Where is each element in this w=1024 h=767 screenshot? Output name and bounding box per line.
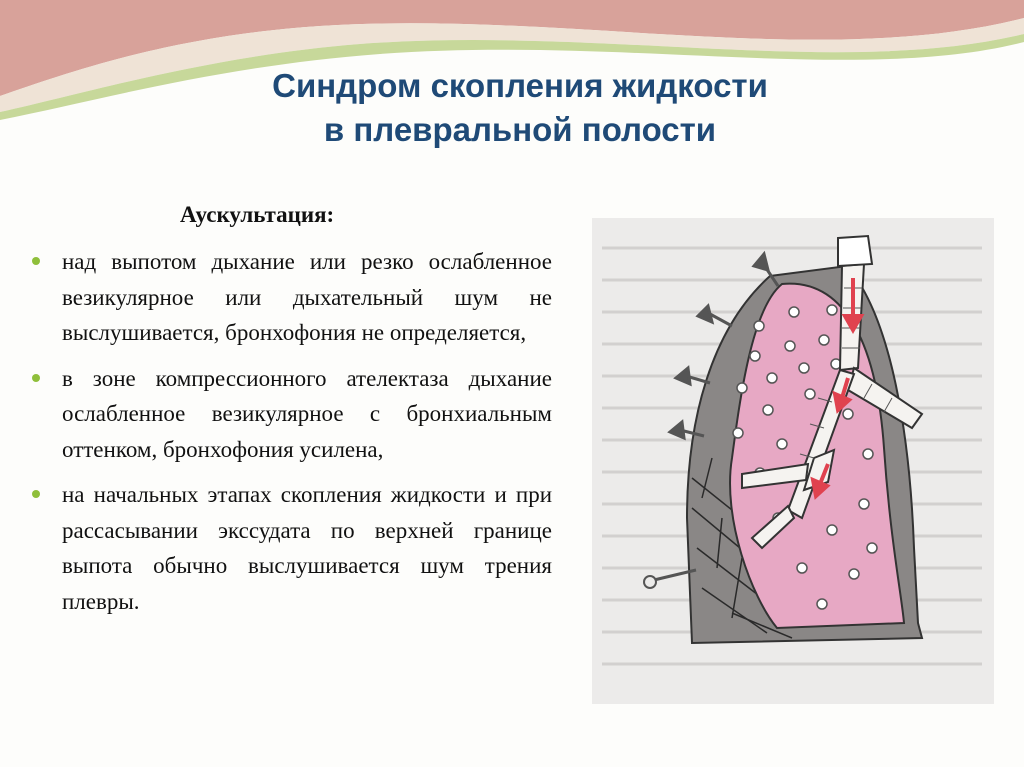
title-line-2: в плевральной полости [323, 111, 717, 148]
title-line-1: Синдром скопления жидкости [272, 67, 768, 104]
list-item-text: над выпотом дыхание или резко ослабленное везикулярное или дыхательный шум не выслушивается, бронхофония не определяется, [62, 249, 552, 345]
list-item-text: на начальных этапах скопления жидкости и при рассасывании экссудата по верхней границе выпота обычно выслушивается шум трения плевры. [62, 482, 552, 614]
bullet-dot-icon [32, 490, 40, 498]
bullet-dot-icon [32, 374, 40, 382]
list-item-text: в зоне компрессионного ателектаза дыхание ослабленное везикулярное с бронхиальным оттенком, бронхофония усилена, [62, 365, 552, 462]
list-item [28, 477, 552, 619]
bullet-dot-icon [32, 257, 40, 265]
bullet-list [28, 244, 552, 629]
lung-effusion-illustration [592, 218, 994, 704]
page-title [160, 64, 880, 152]
subheading: Аускультация: [180, 202, 335, 227]
list-item [28, 244, 552, 351]
list-item [28, 361, 552, 468]
